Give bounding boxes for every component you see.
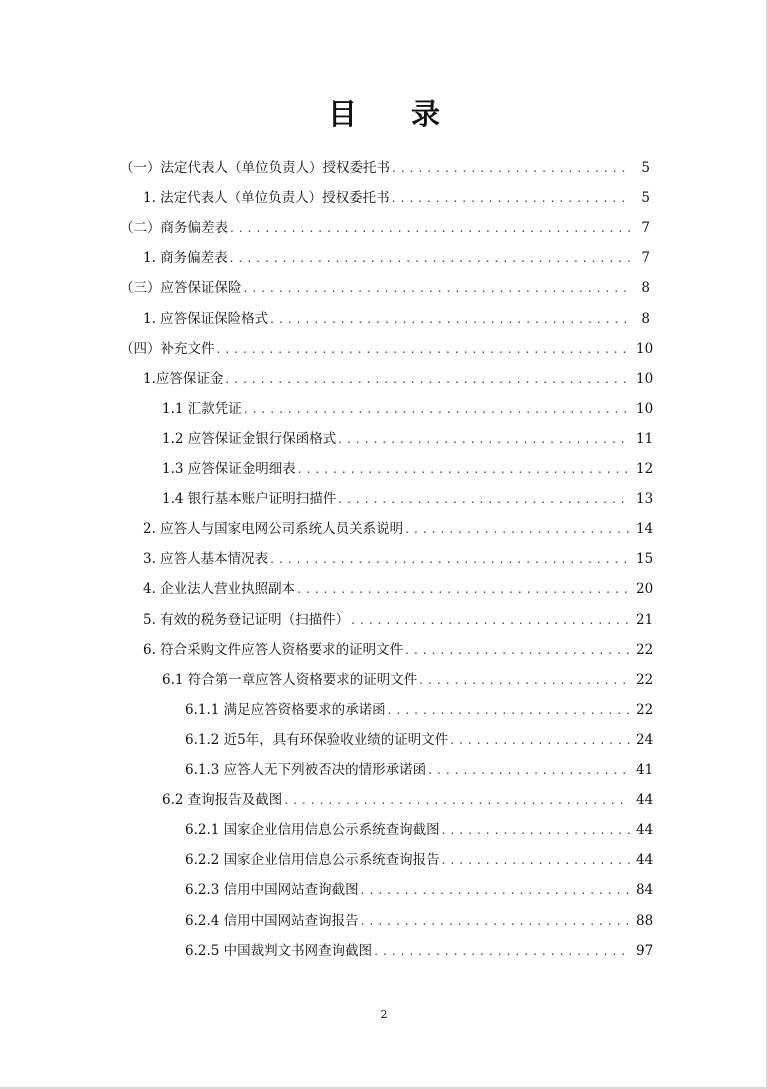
toc-entry-label: 6.1.1 满足应答资格要求的承诺函 — [185, 701, 386, 718]
toc-entry-page: 13 — [636, 491, 654, 508]
page-title: 目 录 — [327, 97, 463, 131]
toc-entry[interactable] — [185, 845, 654, 875]
toc-entry-page: 7 — [641, 250, 650, 267]
toc-entry-page: 97 — [636, 942, 654, 959]
toc-leader-dots — [442, 815, 630, 845]
toc-leader-dots — [284, 785, 630, 815]
toc-entry-label: （四）补充文件 — [120, 340, 215, 357]
toc-entry-page: 44 — [636, 792, 654, 809]
toc-leader-dots — [392, 183, 630, 213]
toc-entry-label: 1. 应答保证保险格式 — [143, 310, 269, 327]
toc-entry[interactable] — [162, 424, 654, 454]
toc-entry-page: 22 — [636, 671, 654, 688]
toc-entry-page: 5 — [641, 160, 650, 176]
toc-leader-dots — [388, 695, 630, 725]
toc-entry-label: 6.2.1 国家企业信用信息公示系统查询截图 — [185, 822, 440, 839]
toc-entry[interactable] — [143, 635, 654, 665]
toc-leader-dots — [298, 454, 630, 484]
toc-entry[interactable] — [143, 304, 650, 334]
toc-entry[interactable] — [143, 183, 650, 213]
toc-entry-label: 6.2.3 信用中国网站查询截图 — [185, 882, 359, 899]
toc-entry-page: 5 — [641, 190, 650, 207]
toc-entry-label: 1.1 汇款凭证 — [162, 400, 242, 417]
toc-entry-page: 12 — [636, 461, 654, 477]
toc-entry-label: 6.2 查询报告及截图 — [162, 792, 283, 809]
toc-leader-dots — [217, 334, 631, 364]
toc-entry[interactable] — [185, 755, 654, 785]
toc-entry-page: 8 — [641, 310, 650, 327]
toc-leader-dots — [230, 243, 630, 273]
toc-entry-page: 84 — [636, 882, 654, 899]
toc-entry[interactable] — [162, 785, 654, 815]
toc-entry-label: 6.1.3 应答人无下列被否决的情形承诺函 — [185, 762, 427, 778]
toc-entry-label: （一）法定代表人（单位负责人）授权委托书 — [120, 160, 390, 176]
toc-leader-dots — [338, 484, 630, 514]
toc-leader-dots — [225, 364, 630, 394]
toc-entry[interactable] — [185, 815, 654, 845]
toc-entry-label: 4. 企业法人营业执照副本 — [143, 581, 296, 598]
toc-entry-page: 44 — [636, 852, 654, 869]
toc-entry-label: 6.1 符合第一章应答人资格要求的证明文件 — [162, 671, 418, 688]
toc-entry-page: 41 — [636, 762, 654, 778]
toc-entry-label: 6.2.2 国家企业信用信息公示系统查询报告 — [185, 852, 440, 869]
toc-entry[interactable] — [185, 695, 654, 725]
toc-entry[interactable] — [143, 243, 650, 273]
toc-entry-page: 21 — [636, 611, 654, 628]
toc-leader-dots — [244, 394, 630, 424]
toc-entry[interactable] — [120, 334, 654, 364]
toc-entry-label: 1. 法定代表人（单位负责人）授权委托书 — [143, 190, 390, 207]
toc-entry[interactable] — [120, 153, 650, 183]
toc-leader-dots — [374, 936, 630, 966]
toc-entry[interactable] — [162, 394, 654, 424]
toc-entry-label: 6. 符合采购文件应答人资格要求的证明文件 — [143, 641, 404, 658]
toc-entry[interactable] — [162, 484, 654, 514]
toc-entry[interactable] — [120, 213, 650, 243]
toc-entry[interactable] — [143, 544, 654, 574]
toc-entry-page: 24 — [636, 731, 654, 748]
toc-entry-label: （二）商务偏差表 — [120, 220, 228, 237]
toc-leader-dots — [392, 153, 630, 183]
toc-entry[interactable] — [185, 725, 654, 755]
toc-leader-dots — [419, 665, 630, 695]
toc-entry-label: 1.2 应答保证金银行保函格式 — [162, 430, 337, 447]
toc-entry-page: 10 — [636, 400, 654, 417]
toc-entry[interactable] — [185, 936, 654, 966]
toc-leader-dots — [450, 725, 630, 755]
toc-leader-dots — [297, 574, 630, 604]
toc-entry-label: 5. 有效的税务登记证明（扫描件） — [143, 611, 350, 628]
toc-entry-page: 88 — [636, 912, 654, 929]
toc-entry[interactable] — [143, 574, 654, 604]
toc-entry[interactable] — [185, 906, 654, 936]
toc-entry[interactable] — [162, 454, 654, 484]
page-number-footer: 2 — [380, 1008, 388, 1021]
toc-entry-label: 1.4 银行基本账户证明扫描件 — [162, 491, 337, 508]
toc-leader-dots — [405, 514, 630, 544]
toc-leader-dots — [351, 605, 630, 635]
toc-leader-dots — [270, 544, 630, 574]
toc-entry-label: 6.1.2 近5年，具有环保验收业绩的证明文件 — [185, 731, 449, 748]
toc-entry-label: 6.2.5 中国裁判文书网查询截图 — [185, 942, 373, 959]
toc-entry-page: 22 — [636, 701, 654, 718]
toc-entry-label: 1.应答保证金 — [143, 370, 224, 387]
toc-entry[interactable] — [143, 605, 654, 635]
toc-entry[interactable] — [162, 665, 654, 695]
toc-entry-page: 44 — [636, 822, 654, 839]
toc-entry[interactable] — [143, 364, 654, 394]
toc-entry-page: 14 — [636, 521, 654, 538]
toc-leader-dots — [428, 755, 630, 785]
toc-entry[interactable] — [143, 514, 654, 544]
toc-entry-page: 11 — [636, 430, 654, 447]
toc-leader-dots — [361, 875, 630, 905]
toc-entry[interactable] — [120, 273, 650, 303]
toc-entry-page: 10 — [636, 370, 654, 387]
toc-entry-page: 15 — [636, 551, 654, 568]
toc-leader-dots — [270, 304, 630, 334]
toc-leader-dots — [244, 273, 631, 303]
toc-leader-dots — [361, 906, 630, 936]
toc-entry-label: 1.3 应答保证金明细表 — [162, 461, 296, 477]
toc-entry-page: 7 — [641, 220, 650, 237]
toc-leader-dots — [230, 213, 630, 243]
toc-leader-dots — [405, 635, 630, 665]
toc-leader-dots — [442, 845, 630, 875]
toc-leader-dots — [338, 424, 630, 454]
toc-entry-label: 3. 应答人基本情况表 — [143, 551, 269, 568]
toc-entry-label: 2. 应答人与国家电网公司系统人员关系说明 — [143, 521, 404, 538]
toc-entry-label: 1. 商务偏差表 — [143, 250, 228, 267]
toc-entry[interactable] — [185, 875, 654, 905]
toc-entry-page: 22 — [636, 641, 654, 658]
toc-entry-label: 6.2.4 信用中国网站查询报告 — [185, 912, 359, 929]
toc-entry-page: 8 — [641, 280, 650, 297]
toc-entry-label: （三）应答保证保险 — [120, 280, 242, 297]
toc-entry-page: 20 — [636, 581, 654, 598]
toc-entry-page: 10 — [636, 340, 654, 357]
